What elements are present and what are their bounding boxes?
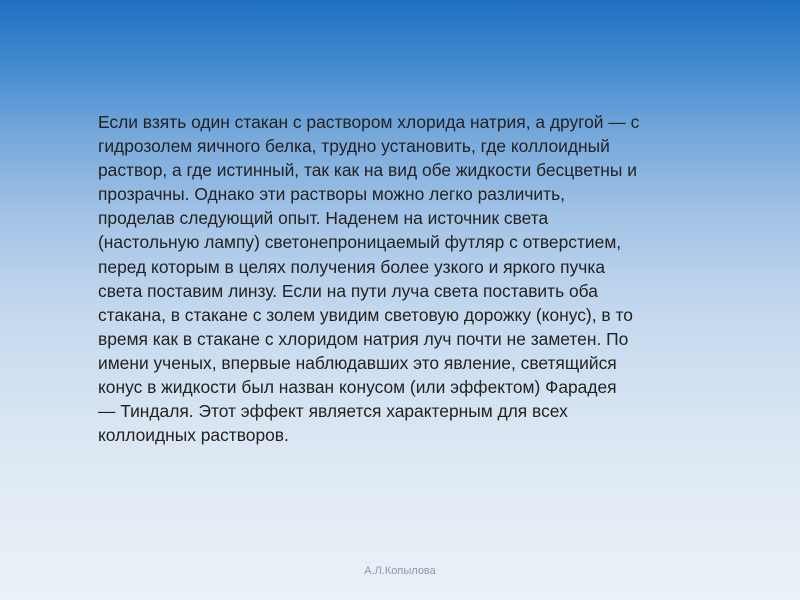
body-text: Если взять один стакан с раствором хлорида натрия, а другой — с гидрозолем яичного белка, трудно установить, где коллоидный раствор, а где истинный, так как на вид обе жидкости бесцветны и прозрачны. Однако эти растворы можно легко различить, проделав следующий опыт. Наденем на источник света (настольную лампу) светонепроницаемый футляр с отверстием, перед которым в целях получения более узкого и яркого пучка света поставим линзу. Если на пути луча света поставить оба стакана, в стакане с золем увидим световую дорожку (конус), в то время как в стакане с хлоридом натрия луч почти не заметен. По имени ученых, впервые наблюдавших это явление, светящийся конус в жидкости был назван конусом (или эффектом) Фарадея — Тиндаля. Этот эффект является характерным для всех коллоидных растворов. [98,112,640,446]
footer-author: А.Л.Копылова [364,565,436,577]
